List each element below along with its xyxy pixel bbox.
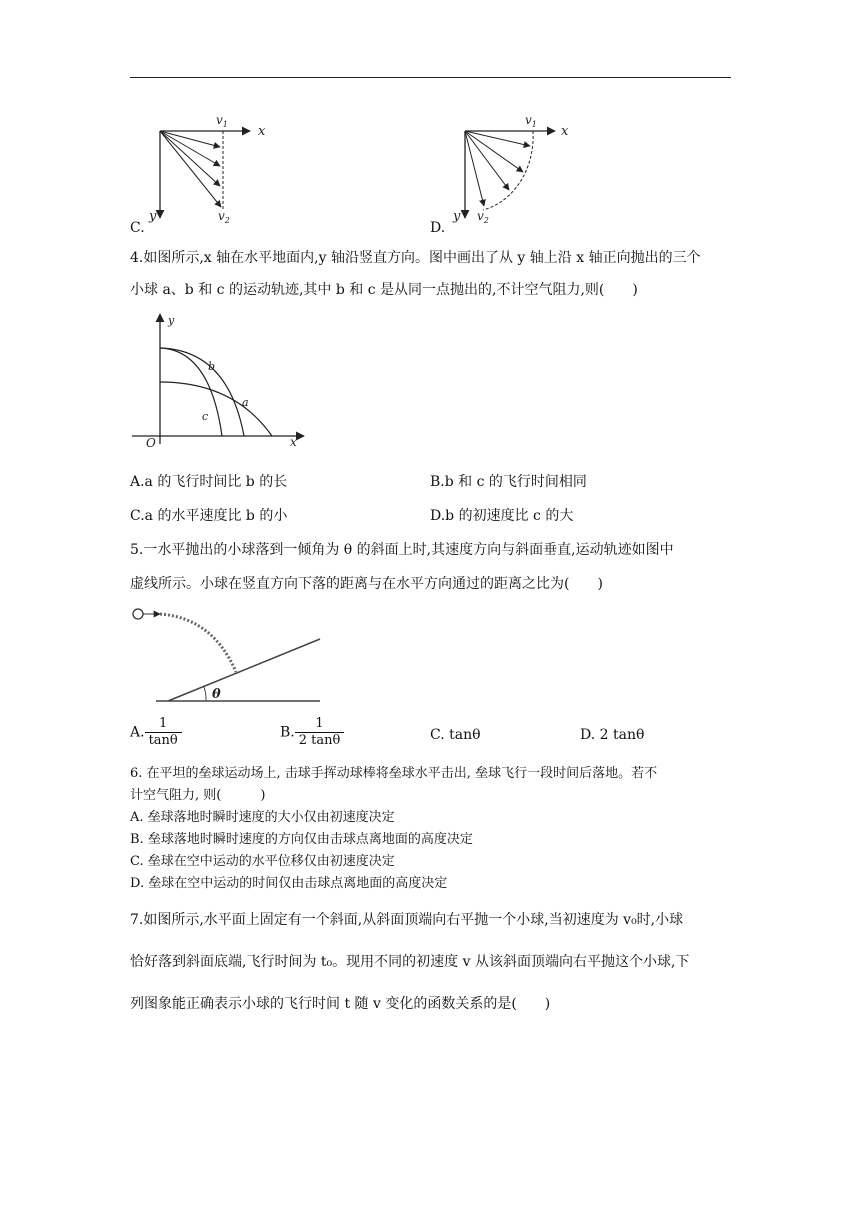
c-v1-label: $v_1$ — [216, 113, 228, 129]
q4-option-d: D.b 的初速度比 c 的大 — [430, 508, 574, 524]
q5-stem-line1: 5.一水平抛出的小球落到一倾角为 θ 的斜面上时,其速度方向与斜面垂直,运动轨迹如图中 — [130, 542, 674, 558]
d-v2-label: $v_2$ — [477, 209, 489, 225]
q5-incline-diagram — [128, 604, 328, 708]
figure-c-diagram — [140, 110, 280, 225]
q4-option-b: B.b 和 c 的飞行时间相同 — [430, 474, 587, 490]
figure-d-diagram — [443, 110, 583, 225]
q5-incline — [168, 639, 320, 701]
q5-stem-line2: 虚线所示。小球在竖直方向下落的距离与在水平方向通过的距离之比为( ) — [130, 576, 603, 592]
q4-origin-label: O — [146, 436, 156, 450]
q5-theta-label: θ — [212, 687, 221, 702]
c-vector-4 — [160, 131, 221, 207]
q4-stem-line2: 小球 a、b 和 c 的运动轨迹,其中 b 和 c 是从同一点抛出的,不计空气阻力,则( ) — [130, 282, 638, 298]
figure-c-label: C. — [130, 220, 145, 236]
q5-option-d: D. 2 tanθ — [580, 727, 645, 743]
q4-label-a: a — [242, 396, 249, 409]
q4-option-a: A.a 的飞行时间比 b 的长 — [130, 474, 288, 490]
q7-stem-line1: 7.如图所示,水平面上固定有一个斜面,从斜面顶端向右平抛一个小球,当初速度为 v₀时,小球 — [130, 912, 684, 928]
q4-trajectory-a — [160, 382, 272, 436]
q5-dotted-trajectory — [160, 614, 236, 672]
c-vector-2 — [160, 131, 220, 166]
q5-option-b: B. $\frac{1}{2 \tan\theta}$ — [280, 716, 344, 749]
q5-angle-arc — [204, 687, 206, 701]
header-rule — [130, 77, 731, 78]
q5-option-c: C. tanθ — [430, 727, 481, 743]
q7-stem-line3: 列图象能正确表示小球的飞行时间 t 随 v 变化的函数关系的是( ) — [130, 996, 551, 1012]
figure-d-label: D. — [430, 220, 446, 236]
q4-trajectory-diagram — [132, 310, 312, 450]
q4-label-b: b — [208, 360, 216, 373]
c-y-label: y — [149, 209, 157, 224]
q5-option-a: A. $\frac{1}{\tan\theta}$ — [130, 716, 182, 749]
c-v2-label: $v_2$ — [218, 209, 230, 225]
q6-option-d: D. 垒球在空中运动的时间仅由击球点离地面的高度决定 — [130, 876, 448, 891]
q4-y-label: y — [168, 314, 175, 327]
q4-x-label: x — [290, 435, 297, 449]
q4-stem-line1: 4.如图所示,x 轴在水平地面内,y 轴沿竖直方向。图中画出了从 y 轴上沿 x 轴正向抛出的三个 — [130, 250, 701, 266]
c-x-label: x — [258, 124, 266, 139]
d-dashed-arc — [483, 131, 533, 210]
q6-option-b: B. 垒球落地时瞬时速度的方向仅由击球点离地面的高度决定 — [130, 832, 473, 847]
q6-stem-line1: 6. 在平坦的垒球运动场上, 击球手挥动球棒将垒球水平击出, 垒球飞行一段时间后落地。若不 — [130, 766, 658, 781]
d-v1-label: $v_1$ — [525, 113, 537, 129]
d-y-label: y — [453, 209, 461, 224]
q4-label-c: c — [202, 410, 209, 423]
q6-stem-line2: 计空气阻力, 则( ) — [130, 788, 266, 803]
q4-option-c: C.a 的水平速度比 b 的小 — [130, 508, 288, 524]
q6-option-c: C. 垒球在空中运动的水平位移仅由初速度决定 — [130, 854, 395, 869]
q6-option-a: A. 垒球落地时瞬时速度的大小仅由初速度决定 — [130, 810, 395, 825]
d-x-label: x — [561, 124, 569, 139]
q5-ball — [133, 609, 143, 619]
q7-stem-line2: 恰好落到斜面底端,飞行时间为 t₀。现用不同的初速度 v 从该斜面顶端向右平抛这个小球,下 — [130, 954, 690, 970]
